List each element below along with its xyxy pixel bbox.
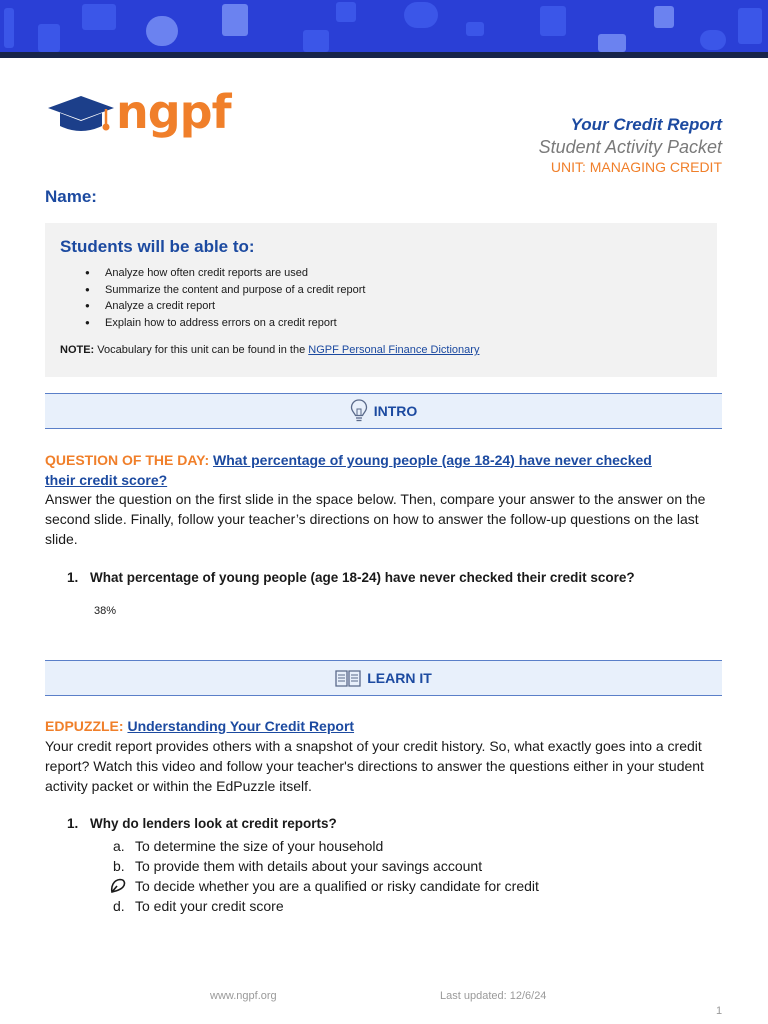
piggy-bank-icon [146, 16, 178, 46]
intro-question [67, 570, 635, 585]
header-banner [0, 0, 768, 52]
dictionary-link[interactable]: NGPF Personal Finance Dictionary [308, 344, 480, 356]
edpuzzle-heading [45, 716, 725, 736]
footer-updated: Last updated: 12/6/24 [440, 990, 547, 1002]
note-label: NOTE: [60, 344, 95, 356]
banner-decoration [4, 8, 14, 48]
calculator-icon [540, 6, 566, 36]
option-a[interactable] [113, 836, 539, 856]
calculator-icon [336, 2, 356, 22]
graduation-cap-icon [46, 94, 116, 140]
edpuzzle-label: EDPUZZLE: [45, 718, 128, 734]
piggy-bank-icon [700, 30, 726, 50]
learn-section-label: LEARN IT [367, 670, 432, 686]
document-title: Your Credit Report [570, 115, 722, 134]
banner-decoration [82, 4, 116, 30]
banner-decoration [738, 8, 762, 44]
book-icon [335, 668, 361, 688]
objectives-list [85, 265, 365, 331]
option-letter: d. [113, 898, 125, 914]
list-item: ● Explain how to address errors on a credit report [85, 315, 365, 332]
logo-wordmark: ngpf [116, 85, 231, 139]
objectives-box [45, 223, 717, 377]
list-item: ● Analyze a credit report [85, 298, 365, 315]
objectives-heading: Students will be able to: [60, 237, 255, 256]
answer-options [113, 836, 539, 916]
qod-label: QUESTION OF THE DAY: [45, 452, 214, 468]
document-header [539, 114, 722, 176]
banner-decoration [303, 30, 329, 52]
ngpf-logo [46, 85, 236, 144]
option-b[interactable] [113, 856, 539, 876]
option-d[interactable] [113, 896, 539, 916]
lightbulb-icon [350, 398, 368, 424]
option-text: To edit your credit score [135, 898, 284, 914]
question-text: Why do lenders look at credit reports? [90, 816, 337, 831]
option-text: To provide them with details about your savings account [135, 858, 483, 874]
intro-section-label: INTRO [373, 403, 418, 419]
vocabulary-note [60, 344, 479, 356]
page-number: 1 [716, 1005, 723, 1017]
question-number: 1. [67, 570, 79, 585]
footer-url: www.ngpf.org [210, 990, 277, 1002]
qod-link-continued[interactable]: their credit score? [45, 472, 168, 488]
edpuzzle-link[interactable]: Understanding Your Credit Report [127, 718, 355, 734]
option-letter: b. [113, 858, 125, 874]
option-text: To decide whether you are a qualified or risky candidate for credit [135, 878, 539, 894]
piggy-bank-icon [404, 2, 438, 28]
question-text: What percentage of young people (age 18-24) have never checked their credit score? [90, 570, 635, 585]
list-item: ● Analyze how often credit reports are used [85, 265, 365, 282]
learn-question [67, 816, 337, 831]
option-letter: a. [113, 838, 125, 854]
learn-instructions: Your credit report provides others with a snapshot of your credit history. So, what exactly goes into a credit report? Watch this video and follow your teacher's directions to answer the questions either in your student activity packet or within the EdPuzzle itself. [45, 738, 704, 794]
intro-answer[interactable]: 38% [94, 605, 117, 617]
banner-decoration [466, 22, 484, 36]
intro-instructions: Answer the question on the first slide in the space below. Then, compare your answer to the answer on the second slide. Finally, follow your teacher’s directions on how to answer the follow-up questions on the last slide. [45, 491, 706, 547]
question-of-the-day [45, 450, 725, 490]
document-icon [222, 4, 248, 36]
learn-section-bar [45, 660, 722, 696]
document-subtitle: Student Activity Packet [538, 137, 722, 157]
intro-section-bar [45, 393, 722, 429]
note-text: Vocabulary for this unit can be found in the [94, 344, 309, 356]
question-number: 1. [67, 816, 79, 831]
option-text: To determine the size of your household [135, 838, 384, 854]
banner-strip [0, 52, 768, 58]
selected-mark-icon [109, 877, 127, 895]
name-label: Name: [45, 187, 97, 206]
banner-decoration [38, 24, 60, 52]
qod-link[interactable]: What percentage of young people (age 18-24) have never checked [213, 452, 652, 468]
unit-label: UNIT: MANAGING CREDIT [550, 159, 722, 175]
option-c[interactable] [113, 876, 539, 896]
folder-icon [598, 34, 626, 52]
list-item: ● Summarize the content and purpose of a credit report [85, 282, 365, 299]
calculator-icon [654, 6, 674, 28]
